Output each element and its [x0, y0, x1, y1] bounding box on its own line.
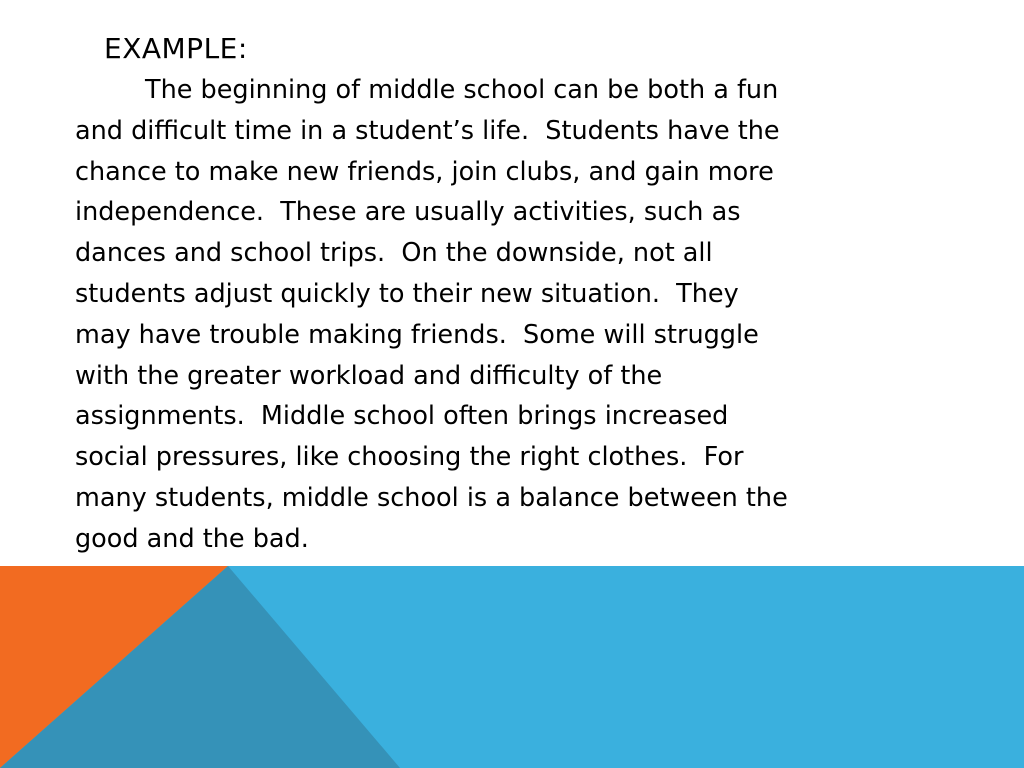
body-line: assignments. Middle school often brings increased [75, 401, 729, 432]
slide-title: EXAMPLE: [104, 32, 248, 65]
body-line: independence. These are usually activities, such as [75, 197, 741, 228]
body-line: social pressures, like choosing the right clothes. For [75, 442, 744, 473]
body-line: with the greater workload and difficulty of the [75, 360, 663, 391]
body-line: many students, middle school is a balance between the [75, 482, 788, 513]
body-line: may have trouble making friends. Some will struggle [75, 319, 759, 350]
body-line: dances and school trips. On the downside, not all [75, 238, 713, 269]
decorative-band [0, 566, 1024, 768]
body-paragraph [75, 70, 935, 560]
body-line: students adjust quickly to their new situation. They [75, 278, 739, 309]
body-line: good and the bad. [75, 523, 309, 554]
body-line: and difficult time in a student’s life. Students have the [75, 115, 780, 146]
body-line: The beginning of middle school can be both a fun [145, 75, 779, 105]
body-line: chance to make new friends, join clubs, and gain more [75, 156, 774, 187]
